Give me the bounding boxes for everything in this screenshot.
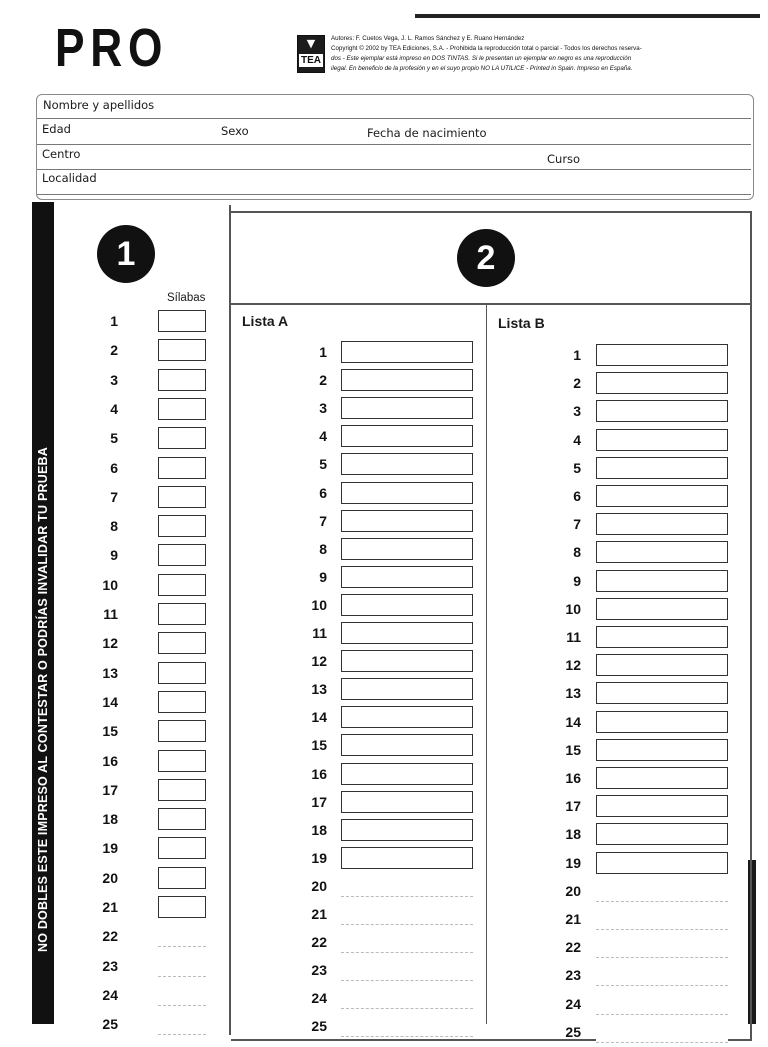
row-number: 1 [319, 344, 327, 360]
warning-text: NO DOBLES ESTE IMPRESO AL CONTESTAR O PODRÍAS INVALIDAR TU PRUEBA [36, 447, 50, 952]
syllable-row [88, 955, 206, 981]
syllable-answer-box[interactable] [158, 691, 206, 713]
list-b-answer-box[interactable] [596, 936, 728, 958]
list-a-answer-box[interactable] [341, 650, 473, 672]
list-b-row [551, 344, 728, 370]
syllable-row [88, 603, 206, 629]
list-a-answer-box[interactable] [341, 706, 473, 728]
row-number: 12 [102, 635, 118, 652]
syllable-answer-box[interactable] [158, 339, 206, 361]
row-number: 24 [311, 990, 327, 1007]
list-a-answer-box[interactable] [341, 482, 473, 504]
list-b-answer-box[interactable] [596, 513, 728, 535]
row-number: 4 [319, 428, 327, 445]
row-number: 7 [319, 512, 327, 529]
syllable-answer-box[interactable] [158, 369, 206, 391]
syllable-answer-box[interactable] [158, 837, 206, 859]
row-number: 16 [102, 752, 118, 769]
list-b-row [551, 570, 728, 596]
row-number: 13 [311, 681, 327, 698]
list-a-answer-box[interactable] [341, 987, 473, 1009]
row-number: 19 [565, 854, 581, 871]
row-number: 3 [319, 400, 327, 417]
row-number: 24 [102, 986, 118, 1003]
row-number: 9 [110, 547, 118, 564]
syllable-row [88, 369, 206, 395]
row-number: 6 [319, 484, 327, 501]
credits-line: ilegal. En beneficio de la profesión y en el suyo propio NO LA UTILICE - Printed in Spain. Impreso en España. [331, 65, 633, 72]
syllable-answer-box[interactable] [158, 808, 206, 830]
copyright-notice [331, 34, 751, 74]
list-b-row [551, 852, 728, 878]
syllable-row [88, 310, 206, 336]
list-a-answer-box[interactable] [341, 959, 473, 981]
list-b-answer-box[interactable] [596, 993, 728, 1015]
syllable-row [88, 779, 206, 805]
row-number: 12 [311, 653, 327, 670]
row-number: 22 [565, 939, 581, 956]
list-a-row [297, 1015, 473, 1041]
row-number: 15 [565, 741, 581, 758]
list-b-answer-box[interactable] [596, 400, 728, 422]
row-number: 8 [319, 540, 327, 557]
row-number: 18 [311, 821, 327, 838]
list-a-row [297, 594, 473, 620]
list-b-row [551, 767, 728, 793]
syllable-row [88, 339, 206, 365]
row-number: 18 [102, 811, 118, 828]
list-b-row [551, 682, 728, 708]
list-a-answer-box[interactable] [341, 425, 473, 447]
list-divider [486, 305, 487, 1024]
row-number: 17 [102, 781, 118, 798]
list-a-answer-box[interactable] [341, 791, 473, 813]
list-b-row [551, 598, 728, 624]
list-a-row [297, 678, 473, 704]
list-a-row [297, 987, 473, 1013]
list-a-answer-box[interactable] [341, 510, 473, 532]
list-a-answer-box[interactable] [341, 819, 473, 841]
list-a-answer-box[interactable] [341, 763, 473, 785]
list-a-row [297, 931, 473, 957]
list-b-row [551, 429, 728, 455]
syllable-answer-box[interactable] [158, 662, 206, 684]
center-label: Centro [42, 147, 81, 161]
age-sex-birthdate-field[interactable] [37, 144, 751, 145]
list-a-answer-box[interactable] [341, 566, 473, 588]
row-number: 21 [311, 906, 327, 922]
list-a-row [297, 482, 473, 508]
list-b-answer-box[interactable] [596, 654, 728, 676]
syllable-answer-box[interactable] [158, 779, 206, 801]
list-b-answer-box[interactable] [596, 541, 728, 563]
row-number: 25 [311, 1018, 327, 1035]
row-number: 25 [565, 1023, 581, 1040]
row-number: 10 [311, 596, 327, 613]
row-number: 4 [573, 431, 581, 448]
row-number: 2 [319, 372, 327, 389]
list-b-row [551, 513, 728, 539]
row-number: 5 [573, 459, 581, 476]
center-course-field[interactable] [37, 169, 751, 170]
list-a-answer-box[interactable] [341, 903, 473, 925]
row-number: 16 [565, 770, 581, 786]
publisher-logo [297, 35, 325, 73]
row-number: 20 [565, 882, 581, 899]
list-a-row [297, 763, 473, 789]
test-logo: PRO [55, 18, 169, 78]
list-b-row [551, 485, 728, 511]
list-a-row [297, 341, 473, 367]
syllable-row [88, 720, 206, 746]
row-number: 21 [565, 911, 581, 927]
list-a-answer-box[interactable] [341, 622, 473, 644]
row-number: 18 [565, 826, 581, 843]
list-a-title: Lista A [242, 313, 289, 329]
list-a-answer-box[interactable] [341, 341, 473, 363]
syllable-row [88, 574, 206, 600]
list-a-row [297, 425, 473, 451]
list-b-answer-box[interactable] [596, 682, 728, 704]
row-number: 14 [311, 709, 327, 726]
down-arrow-icon: ▼ [306, 37, 316, 50]
row-number: 8 [110, 518, 118, 535]
row-number: 6 [110, 459, 118, 476]
row-number: 9 [319, 568, 327, 585]
syllable-row [88, 925, 206, 951]
list-b-row [551, 936, 728, 962]
row-number: 22 [311, 934, 327, 951]
syllable-answer-box[interactable] [158, 984, 206, 1006]
list-a-row [297, 819, 473, 845]
list-a-answer-box[interactable] [341, 594, 473, 616]
row-number: 7 [110, 488, 118, 505]
row-number: 11 [312, 625, 327, 641]
publisher-badge-text: TEA [301, 55, 321, 66]
syllable-answer-box[interactable] [158, 574, 206, 596]
list-a-answer-box[interactable] [341, 678, 473, 700]
syllable-answer-box[interactable] [158, 603, 206, 625]
list-b-answer-box[interactable] [596, 823, 728, 845]
syllable-answer-box[interactable] [158, 896, 206, 918]
row-number: 14 [102, 693, 118, 710]
top-rule [415, 14, 760, 18]
row-number: 11 [566, 629, 581, 645]
list-b-row [551, 880, 728, 906]
list-b-answer-box[interactable] [596, 372, 728, 394]
sex-label: Sexo [221, 124, 249, 138]
list-b-answer-box[interactable] [596, 626, 728, 648]
list-a-answer-box[interactable] [341, 931, 473, 953]
syllable-answer-box[interactable] [158, 632, 206, 654]
list-a-answer-box[interactable] [341, 538, 473, 560]
syllable-row [88, 1013, 206, 1039]
row-number: 2 [110, 342, 118, 359]
syllable-answer-box[interactable] [158, 867, 206, 889]
syllable-row [88, 457, 206, 483]
row-number: 7 [573, 516, 581, 533]
row-number: 1 [110, 313, 118, 329]
syllable-answer-box[interactable] [158, 955, 206, 977]
row-number: 3 [110, 371, 118, 388]
row-number: 15 [311, 737, 327, 754]
list-a-row [297, 903, 473, 929]
list-b-row [551, 400, 728, 426]
list-a-row [297, 397, 473, 423]
name-label: Nombre y apellidos [43, 98, 155, 112]
list-b-answer-box[interactable] [596, 344, 728, 366]
list-b-answer-box[interactable] [596, 485, 728, 507]
row-number: 20 [102, 869, 118, 886]
list-a-row [297, 453, 473, 479]
list-a-row [297, 510, 473, 536]
syllable-row [88, 398, 206, 424]
syllable-row [88, 750, 206, 776]
syllable-answer-box[interactable] [158, 398, 206, 420]
list-a-answer-box[interactable] [341, 875, 473, 897]
row-number: 22 [102, 928, 118, 945]
list-b-row [551, 823, 728, 849]
name-field[interactable] [37, 118, 751, 119]
row-number: 23 [311, 962, 327, 979]
syllable-row [88, 632, 206, 658]
list-b-row [551, 372, 728, 398]
list-a-row [297, 538, 473, 564]
list-a-answer-box[interactable] [341, 847, 473, 869]
row-number: 21 [102, 899, 118, 915]
row-number: 6 [573, 488, 581, 504]
row-number: 15 [102, 723, 118, 740]
locality-field[interactable] [37, 194, 751, 195]
list-a-row [297, 847, 473, 873]
list-b-answer-box[interactable] [596, 852, 728, 874]
row-number: 24 [565, 995, 581, 1012]
row-number: 17 [565, 798, 581, 815]
syllable-row [88, 837, 206, 863]
syllable-row [88, 984, 206, 1010]
syllable-row [88, 427, 206, 453]
syllables-column-header: Sílabas [167, 292, 206, 304]
age-label: Edad [42, 122, 71, 136]
row-number: 25 [102, 1016, 118, 1033]
row-number: 5 [110, 430, 118, 447]
row-number: 4 [110, 400, 118, 417]
syllable-answer-box[interactable] [158, 544, 206, 566]
list-b-row [551, 739, 728, 765]
list-b-answer-box[interactable] [596, 598, 728, 620]
list-a-row [297, 791, 473, 817]
syllable-answer-box[interactable] [158, 720, 206, 742]
list-b-answer-box[interactable] [596, 795, 728, 817]
syllable-row [88, 867, 206, 893]
list-b-title: Lista B [498, 315, 545, 331]
credits-line: Copyright © 2002 by TEA Ediciones, S.A. - Prohibida la reproducción total o parcial - Todos los derechos reserva- [331, 45, 642, 52]
list-b-row [551, 541, 728, 567]
syllable-answer-box[interactable] [158, 750, 206, 772]
syllable-row [88, 515, 206, 541]
list-a-row [297, 734, 473, 760]
list-b-row [551, 964, 728, 990]
row-number: 8 [573, 544, 581, 561]
list-b-answer-box[interactable] [596, 880, 728, 902]
list-a-row [297, 706, 473, 732]
list-a-row [297, 959, 473, 985]
row-number: 19 [102, 840, 118, 857]
syllable-answer-box[interactable] [158, 925, 206, 947]
row-number: 14 [565, 713, 581, 730]
list-b-answer-box[interactable] [596, 964, 728, 986]
list-a-answer-box[interactable] [341, 397, 473, 419]
syllable-answer-box[interactable] [158, 515, 206, 537]
row-number: 13 [565, 685, 581, 702]
row-number: 19 [311, 849, 327, 866]
list-a-answer-box[interactable] [341, 1015, 473, 1037]
list-b-row [551, 457, 728, 483]
list-b-row [551, 626, 728, 652]
row-number: 23 [565, 967, 581, 984]
list-a-row [297, 622, 473, 648]
locality-label: Localidad [42, 171, 97, 185]
row-number: 2 [573, 375, 581, 392]
list-b-row [551, 908, 728, 934]
list-b-answer-box[interactable] [596, 711, 728, 733]
row-number: 12 [565, 657, 581, 674]
syllable-row [88, 544, 206, 570]
syllable-answer-box[interactable] [158, 486, 206, 508]
list-b-answer-box[interactable] [596, 429, 728, 451]
birthdate-label: Fecha de nacimiento [367, 126, 487, 140]
list-b-answer-box[interactable] [596, 739, 728, 761]
syllable-row [88, 662, 206, 688]
list-b-row [551, 1021, 728, 1047]
list-b-answer-box[interactable] [596, 457, 728, 479]
row-number: 23 [102, 957, 118, 974]
list-b-answer-box[interactable] [596, 1021, 728, 1043]
row-number: 3 [573, 403, 581, 420]
list-b-answer-box[interactable] [596, 570, 728, 592]
list-a-answer-box[interactable] [341, 369, 473, 391]
section-1-badge: 1 [97, 225, 155, 283]
row-number: 10 [565, 600, 581, 617]
syllable-row [88, 808, 206, 834]
row-number: 11 [103, 606, 118, 622]
list-a-row [297, 369, 473, 395]
credits-line: dos - Este ejemplar está impreso en DOS TINTAS. Si le presentan un ejemplar en negro es una reproducción [331, 55, 632, 62]
syllable-row [88, 896, 206, 922]
row-number: 1 [573, 347, 581, 363]
course-label: Curso [547, 152, 581, 166]
syllable-answer-box[interactable] [158, 457, 206, 479]
syllable-row [88, 691, 206, 717]
list-b-answer-box[interactable] [596, 767, 728, 789]
syllable-row [88, 486, 206, 512]
row-number: 16 [311, 765, 327, 782]
row-number: 13 [102, 664, 118, 681]
row-number: 17 [311, 793, 327, 810]
syllable-answer-box[interactable] [158, 310, 206, 332]
list-a-row [297, 875, 473, 901]
list-a-row [297, 650, 473, 676]
row-number: 20 [311, 877, 327, 894]
syllable-answer-box[interactable] [158, 427, 206, 449]
section-2-badge: 2 [457, 229, 515, 287]
credits-line: Autores: F. Cuetos Vega, J. L. Ramos Sánchez y E. Ruano Hernández [331, 35, 525, 42]
list-b-row [551, 795, 728, 821]
list-a-answer-box[interactable] [341, 453, 473, 475]
list-b-row [551, 711, 728, 737]
list-a-answer-box[interactable] [341, 734, 473, 756]
list-b-answer-box[interactable] [596, 908, 728, 930]
row-number: 10 [102, 576, 118, 593]
list-a-row [297, 566, 473, 592]
list-b-row [551, 993, 728, 1019]
list-b-row [551, 654, 728, 680]
row-number: 5 [319, 456, 327, 473]
syllable-answer-box[interactable] [158, 1013, 206, 1035]
row-number: 9 [573, 572, 581, 589]
